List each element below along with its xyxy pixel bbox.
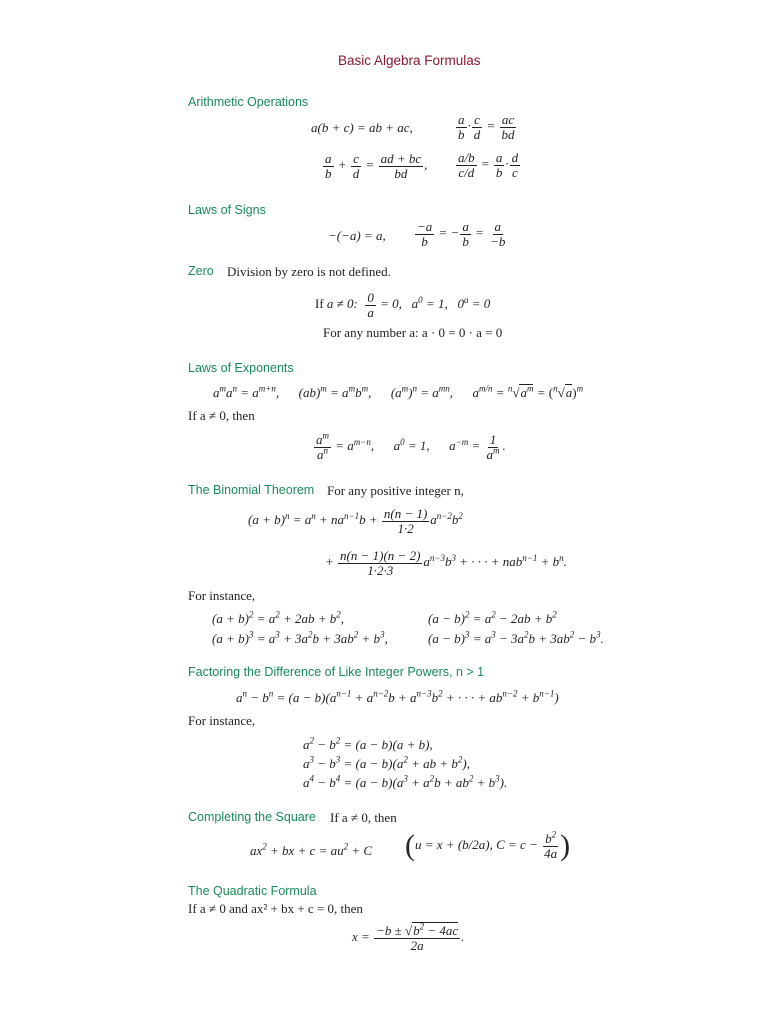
factoring-heading: Factoring the Difference of Like Integer Powers, n > 1 — [188, 665, 485, 679]
factoring-example-fourth: $a^4 - b^4 = (a - b)(a^3 + a^2b + ab^2 + b^3)$. — [303, 773, 508, 790]
binomial-formula-line1: $(a + b)^n = a^n + na^{n-1}b$ + $\frac{n(n - 1)}{1\cdot 2}$ $a^{n-2}b^2$ — [248, 506, 463, 536]
zero-rules-formula: If a ≠ 0: $\frac{0}{a}$ = 0, $a^0 = 1$, $0^a = 0$ — [315, 290, 491, 320]
signs-heading: Laws of Signs — [188, 203, 266, 217]
factoring-formula: $a^n - b^n = (a - b)(a^{n-1} + a^{n-2}b + a^{n-3}b^2$ + · · · + $ab^{n-2} + b^{n-1}$) — [236, 688, 559, 705]
fraction-sum-formula: $\frac{a}{b}$ + $\frac{c}{d}$ = $\frac{ad + bc}{bd}$ , — [325, 151, 428, 181]
square-heading: Completing the Square — [188, 810, 316, 824]
binomial-example-cube-diff: $(a - b)^3 = a^3 - 3a^2b + 3ab^2 - b^3$. — [428, 629, 604, 646]
binomial-example-square-diff: $(a - b)^2 = a^2 - 2ab + b^2$ — [428, 609, 557, 626]
arithmetic-heading: Arithmetic Operations — [188, 95, 309, 109]
exponents-condition: If a ≠ 0, then — [188, 408, 255, 423]
binomial-example-square-sum: $(a + b)^2 = a^2 + 2ab + b^2$, — [212, 609, 345, 626]
quadratic-formula: x = $\frac{-b \pm √b^2 - 4ac}{2a}$ . — [352, 921, 465, 953]
completing-square-formula: $ax^2$ + bx + $c = au^2 + C$ — [250, 841, 373, 858]
square-intro: If a ≠ 0, then — [330, 810, 397, 825]
exponent-quotient-formula: $\frac{a^m}{a^n}$ = $a^{m-n}$, $a^0 = 1$, $a^{-m}$ = $\frac{1}{a^m}$ . — [316, 430, 506, 462]
binomial-example-cube-sum: $(a + b)^3 = a^3 + 3a^2b + 3ab^2 + b^3$, — [212, 629, 388, 646]
distributive-formula: a(b + c) = ab + ac, — [311, 120, 413, 135]
zero-heading: Zero — [188, 264, 214, 278]
binomial-intro: For any positive integer n, — [327, 483, 464, 498]
factoring-example-cube: $a^3 - b^3 = (a - b)(a^2$ + ab + $b^2$), — [303, 754, 470, 771]
any-number-rule: For any number a: a · 0 = 0 · a = 0 — [323, 325, 503, 340]
negative-fraction-formula: $\frac{-a}{b}$ = − $\frac{a}{b}$ = $\frac{a}{-b}$ — [417, 219, 506, 249]
binomial-heading: The Binomial Theorem — [188, 483, 315, 497]
double-negative-formula: −(−a) = a, — [328, 228, 386, 243]
exponents-heading: Laws of Exponents — [188, 361, 294, 375]
quadratic-intro: If a ≠ 0 and ax² + bx + c = 0, then — [188, 901, 363, 916]
exponent-laws-formula: $a^ma^n = a^{m+n}$, $(ab)^m = a^mb^m$, $(a^m)^n = a^{mn}$, $a^{m/n} = ^n√a^m = (^n√a)^m$ — [213, 383, 584, 400]
binomial-for-instance: For instance, — [188, 588, 256, 603]
completing-square-substitution: (u = x + (b/2a), C = c − $\frac{b^2}{4a}$ ) — [405, 829, 571, 862]
factoring-for-instance: For instance, — [188, 713, 256, 728]
fraction-product-formula: $\frac{a}{b}$ · $\frac{c}{d}$ = $\frac{ac}{bd}$ — [458, 112, 515, 142]
binomial-formula-line2: + $\frac{n(n - 1)(n - 2)}{1\cdot 2\cdot 3}$ $a^{n-3}b^3$ + · · · + $nab^{n-1} + b^n$. — [325, 548, 567, 578]
page-title: Basic Algebra Formulas — [338, 53, 481, 68]
quadratic-heading: The Quadratic Formula — [188, 884, 317, 898]
zero-note: Division by zero is not defined. — [227, 264, 391, 279]
factoring-example-square: $a^2 - b^2 = (a - b)(a + b)$, — [303, 735, 433, 752]
fraction-quotient-formula: $\frac{a/b}{c/d}$ = $\frac{a}{b}$ · $\frac{d}{c}$ — [458, 150, 519, 180]
